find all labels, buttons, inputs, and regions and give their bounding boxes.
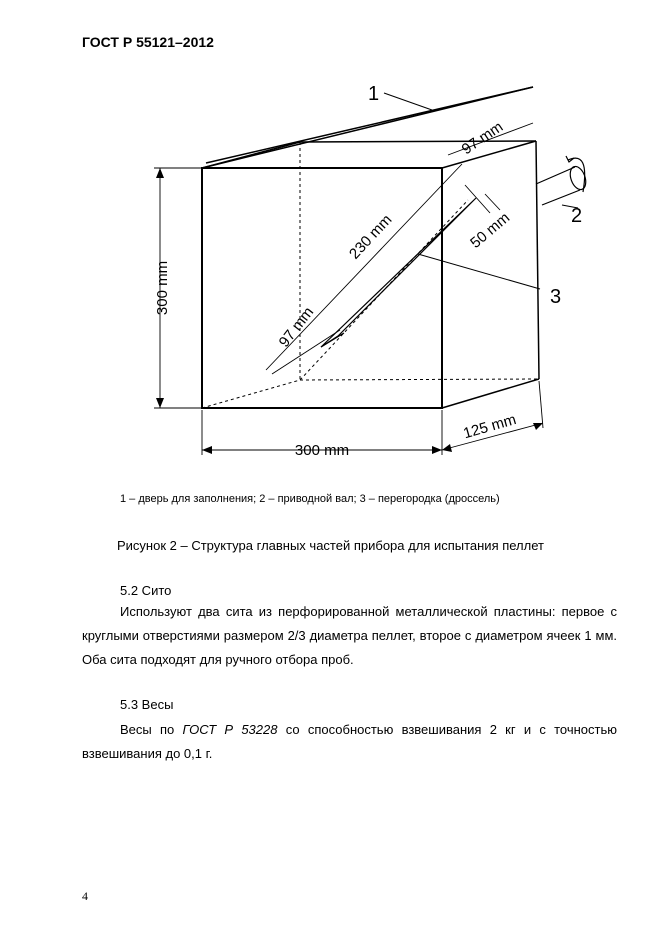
figure-caption: Рисунок 2 – Структура главных частей прибора для испытания пеллет [117,538,544,553]
section-text-sieve: Используют два сита из перфорированной металлической пластины: первое с круглыми отверстиями размером 2/3 диаметра пеллет, второе с диаметром ячеек 1 мм. Оба сита подходят для ручного отбора проб. [82,604,617,667]
drive-shaft [536,156,589,205]
callout-2: 2 [571,205,583,227]
dim-baffle-length-label: 230 mm [346,211,396,263]
section-text-scales [82,718,617,766]
document-header: ГОСТ Р 55121–2012 [82,34,214,50]
box-front-face [202,168,442,408]
figure-legend: 1 – дверь для заполнения; 2 – приводной вал; 3 – перегородка (дроссель) [120,493,500,505]
dim-baffle-width-label: 50 mm [467,209,514,252]
section-title-sieve: 5.2 Сито [120,583,172,598]
scales-text-end: со способностью взвешивания 2 кг и с точностью взвешивания до 0,1 г. [82,722,617,761]
dimension-lines [154,123,543,455]
dim-offset-label: 97 mm [275,303,318,351]
dim-height-label: 300 mm [154,260,171,316]
callout-1: 1 [368,83,380,105]
hidden-edges [202,142,539,408]
leader-lines [384,93,578,289]
standard-reference: ГОСТ Р 53228 [182,722,278,737]
section-title-scales: 5.3 Весы [120,697,174,712]
scales-text-start: Весы по [120,722,183,737]
dim-width-label: 300 mm [294,442,350,459]
callout-3: 3 [550,286,562,308]
baffle [321,198,476,347]
arrowheads [156,168,543,454]
page-number: 4 [82,889,88,903]
dim-top-label: 97 mm [458,118,507,159]
dim-depth-label: 125 mm [461,411,519,443]
